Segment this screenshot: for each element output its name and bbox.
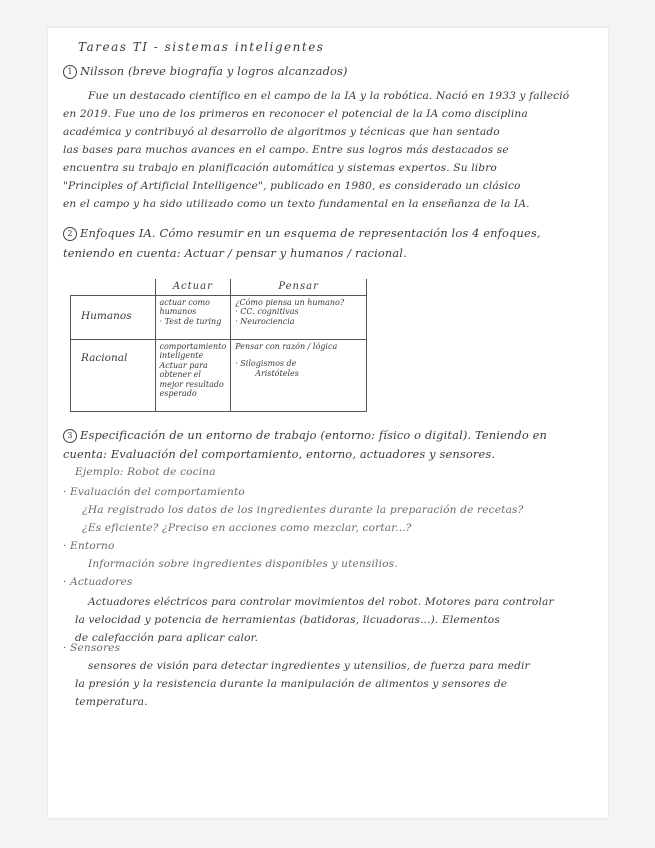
item-line: de calefacción para aplicar calor. [75, 632, 259, 644]
section2-heading-line2: teniendo en cuenta: Actuar / pensar y humanos / racional. [63, 246, 407, 260]
item-title-sensores: · Sensores [63, 642, 121, 654]
table-row [71, 295, 367, 339]
section1-line: las bases para muchos avances en el campo. Entre sus logros más destacados se [63, 144, 509, 156]
cell-humanos-pensar [231, 295, 367, 339]
item-line: Actuadores eléctricos para controlar movimientos del robot. Motores para controlar [88, 596, 554, 608]
cell-text: humanos [159, 307, 197, 316]
item-title-evaluacion: · Evaluación del comportamiento [63, 486, 245, 498]
cell-text: · Neurociencia [235, 316, 295, 326]
item-title-actuadores: · Actuadores [63, 576, 133, 588]
table-corner [71, 279, 156, 295]
example-label: Ejemplo: Robot de cocina [75, 466, 216, 478]
table-row [71, 339, 367, 411]
approaches-table [70, 279, 367, 412]
item-line: la presión y la resistencia durante la manipulación de alimentos y sensores de [75, 678, 508, 690]
section1-line: encuentra su trabajo en planificación automática y sistemas expertos. Su libro [63, 162, 497, 174]
cell-text: ¿Cómo piensa un humano? [235, 297, 345, 307]
section1-heading-text: Nilsson (breve biografía y logros alcanzados) [80, 64, 348, 78]
section1-line: académica y contribuyó al desarrollo de algoritmos y técnicas que han sentado [63, 126, 500, 138]
item-line: sensores de visión para detectar ingredientes y utensilios, de fuerza para medir [88, 660, 530, 672]
section3-number: 3 [63, 429, 77, 443]
cell-racional-pensar [231, 339, 367, 411]
cell-text: Aristóteles [255, 368, 299, 378]
row-header-racional: Racional [71, 339, 156, 411]
section3-heading [63, 428, 547, 443]
section1-line: "Principles of Artificial Intelligence", publicado en 1980, es considerado un clásico [63, 180, 521, 192]
cell-racional-actuar [155, 339, 231, 411]
cell-text: Pensar con razón / lógica [235, 341, 338, 351]
col-header-pensar: Pensar [231, 279, 367, 295]
cell-text: mejor resultado [159, 379, 224, 389]
item-line: ¿Ha registrado los datos de los ingredientes durante la preparación de recetas? [82, 504, 524, 516]
cell-text: obtener el [159, 370, 201, 379]
section1-line: en 2019. Fue uno de los primeros en reconocer el potencial de la IA como disciplina [63, 108, 528, 120]
cell-text: · CC. cognitivas [235, 307, 299, 316]
col-header-actuar: Actuar [155, 279, 231, 295]
section1-number: 1 [63, 65, 77, 79]
item-line: temperatura. [75, 696, 148, 708]
section1-line: en el campo y ha sido utilizado como un texto fundamental en la enseñanza de la IA. [63, 198, 530, 210]
row-header-humanos: Humanos [71, 295, 156, 339]
section3-heading-text: Especificación de un entorno de trabajo (entorno: físico o digital). Teniendo en [80, 428, 548, 442]
section2-number: 2 [63, 227, 77, 241]
cell-text: Actuar para [159, 360, 208, 370]
section1-line: Fue un destacado científico en el campo de la IA y la robótica. Nació en 1933 y falleció [88, 90, 570, 102]
cell-text: esperado [159, 389, 197, 398]
page-title: Tareas TI - sistemas inteligentes [78, 40, 325, 54]
cell-text: · Silogismos de [235, 359, 297, 368]
item-line: ¿Es eficiente? ¿Preciso en acciones como mezclar, cortar...? [82, 522, 412, 534]
section2-heading-text: Enfoques IA. Cómo resumir en un esquema de representación los 4 enfoques, [80, 226, 541, 240]
cell-text: actuar como [159, 297, 210, 307]
cell-text: inteligente [159, 351, 204, 360]
section3-heading-line2: cuenta: Evaluación del comportamiento, entorno, actuadores y sensores. [63, 447, 496, 461]
cell-humanos-actuar [155, 295, 231, 339]
cell-text: · Test de turing [159, 316, 222, 326]
item-line: Información sobre ingredientes disponibles y utensilios. [88, 558, 398, 570]
item-line: la velocidad y potencia de herramientas (batidoras, licuadoras...). Elementos [75, 614, 500, 626]
section1-heading [63, 64, 348, 79]
cell-text: comportamiento [159, 341, 227, 351]
item-title-entorno: · Entorno [63, 540, 115, 552]
section2-heading [63, 226, 541, 241]
